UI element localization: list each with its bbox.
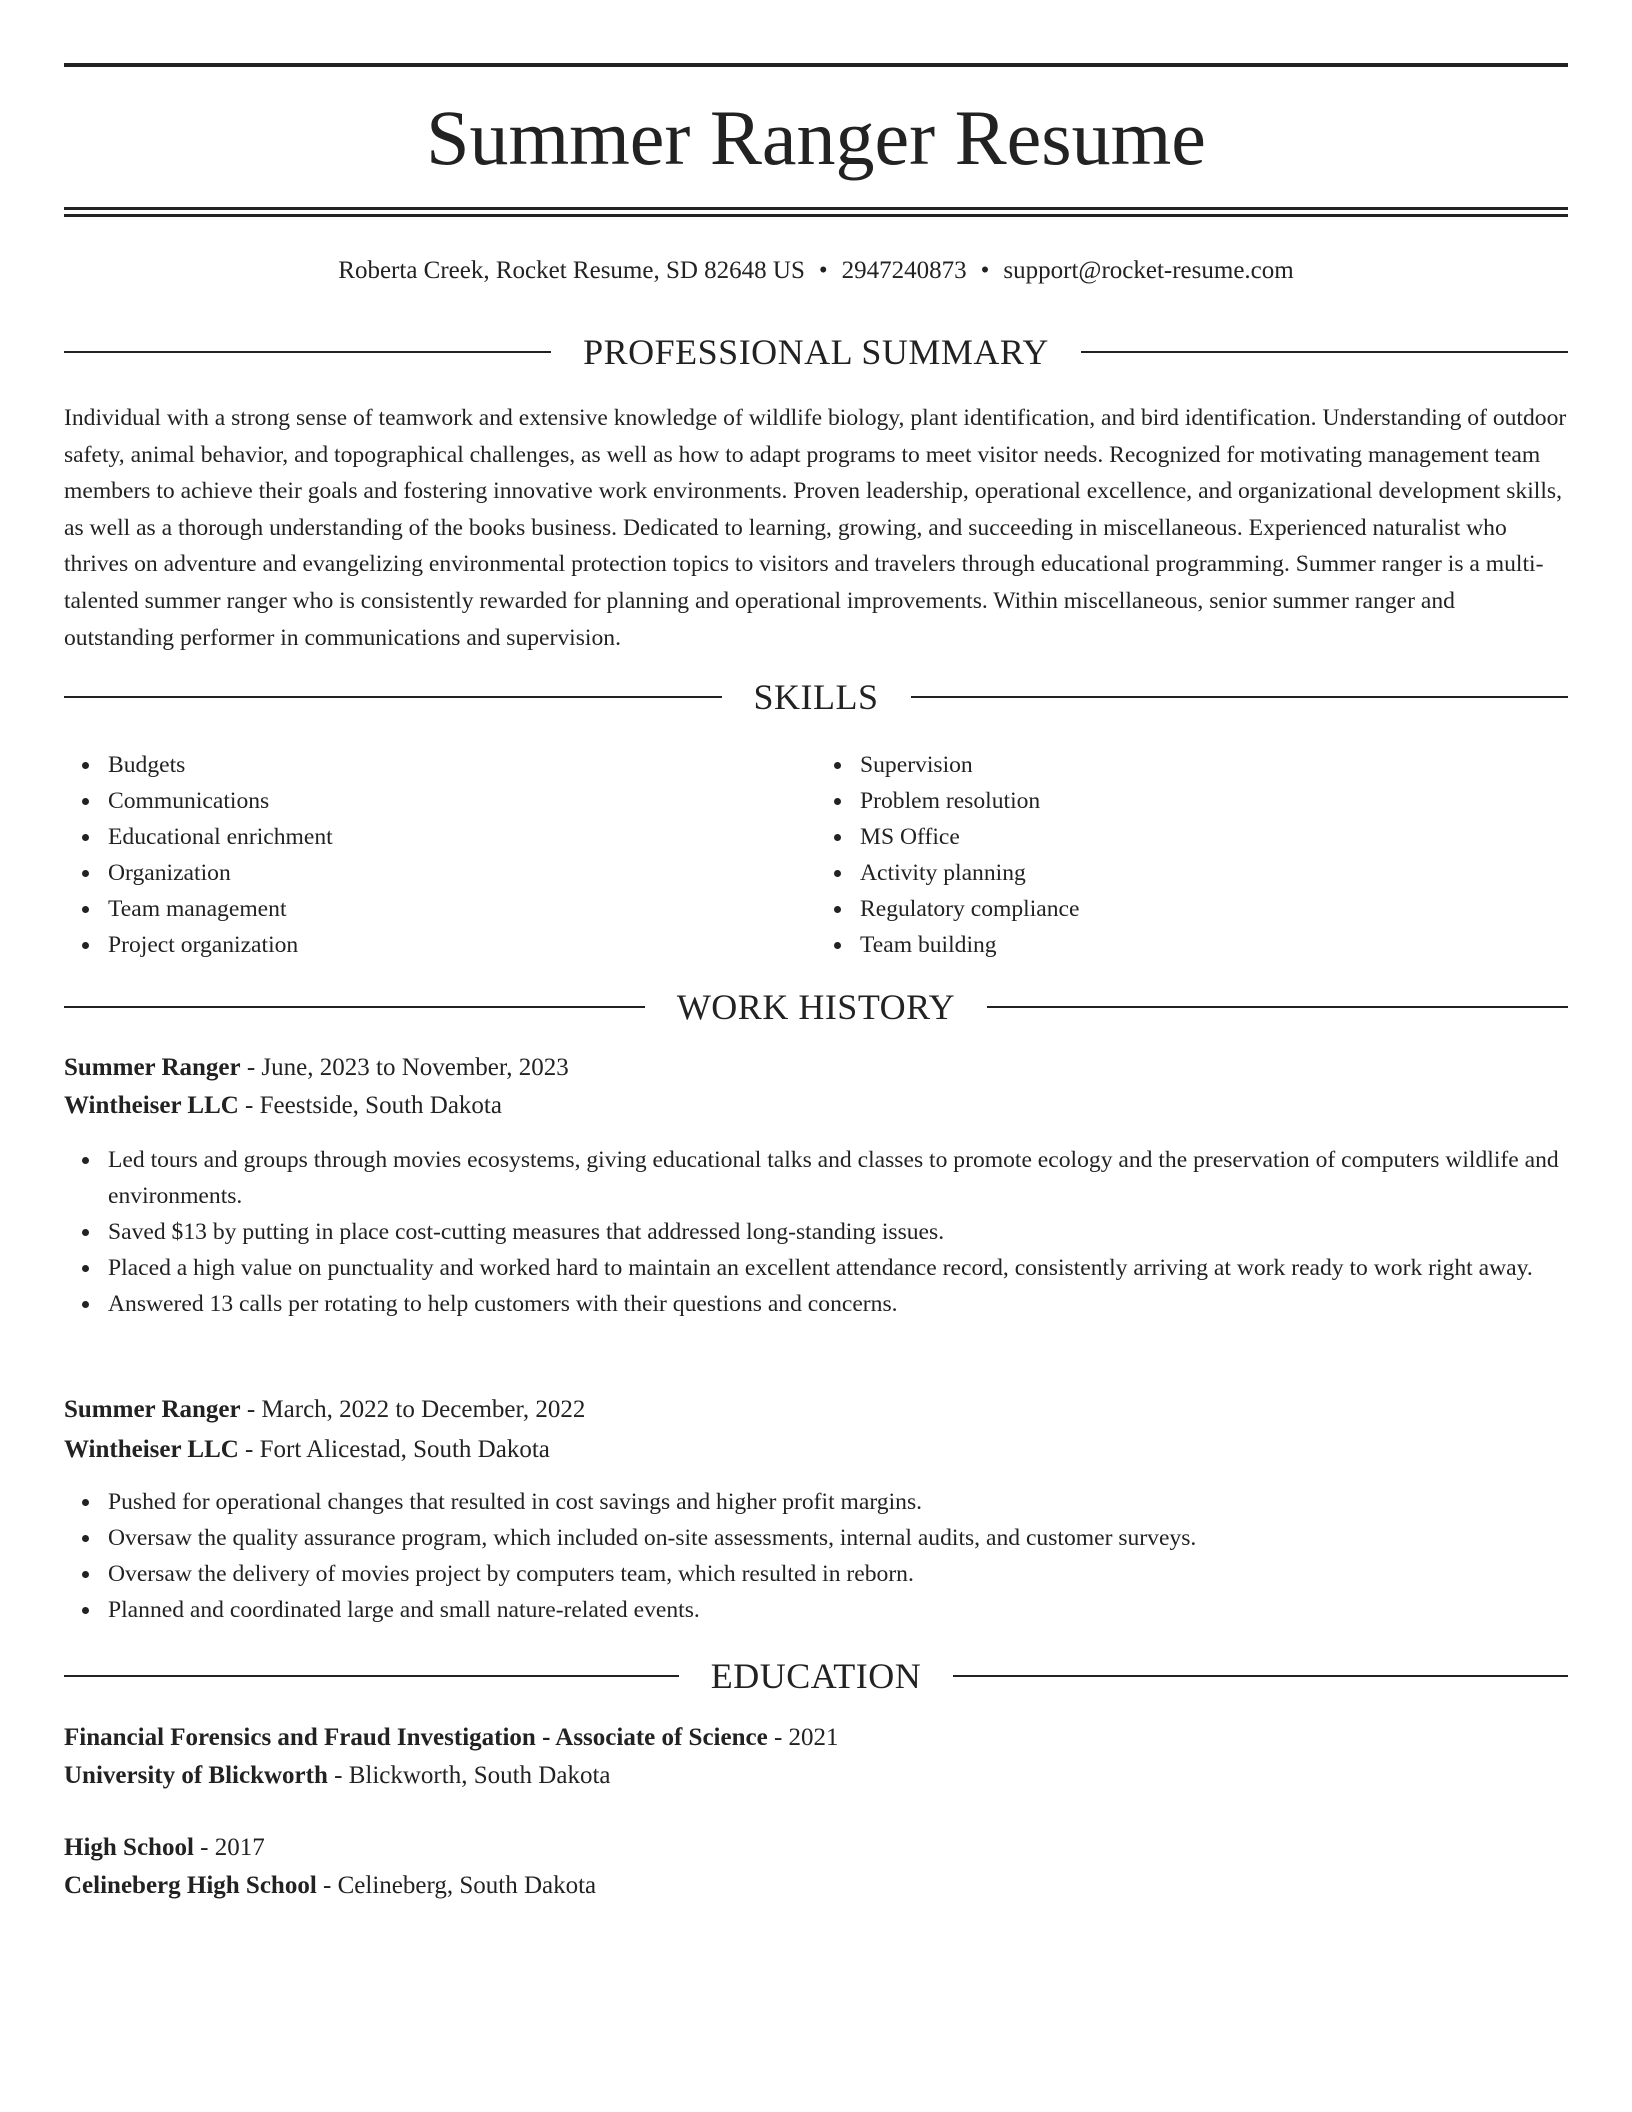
job-dates: - March, 2022 to December, 2022 bbox=[240, 1396, 586, 1423]
heading-rule bbox=[953, 1675, 1568, 1677]
job-dates: - June, 2023 to November, 2023 bbox=[240, 1054, 569, 1081]
skill-item: Team management bbox=[108, 891, 816, 927]
job-bullets bbox=[64, 1142, 1568, 1322]
skills-column-right bbox=[816, 747, 1568, 963]
heading-rule bbox=[911, 696, 1569, 698]
education-location: - Blickworth, South Dakota bbox=[327, 1762, 611, 1789]
contact-separator: • bbox=[980, 257, 990, 284]
skill-item: Budgets bbox=[108, 747, 816, 783]
skill-item: Communications bbox=[108, 783, 816, 819]
heading-rule bbox=[1081, 351, 1568, 353]
skill-item: MS Office bbox=[860, 819, 1568, 855]
job-title-line bbox=[64, 1391, 1568, 1429]
contact-address: Roberta Creek, Rocket Resume, SD 82648 US bbox=[338, 257, 805, 284]
section-title: PROFESSIONAL SUMMARY bbox=[583, 332, 1049, 372]
section-title: SKILLS bbox=[753, 677, 879, 717]
job-bullet: Pushed for operational changes that resulted in cost savings and higher profit margins. bbox=[108, 1484, 1568, 1520]
heading-rule bbox=[64, 1006, 645, 1008]
summary-text: Individual with a strong sense of teamwork and extensive knowledge of wildlife biology, plant identification, and bird identification. Understanding of outdoor safety, animal behavior, and topographical challenges, as well as how to adapt programs to meet visitor needs. Recognized for motivating management team members to achieve their goals and fostering innovative work environments. Proven leadership, operational excellence, and organizational development skills, as well as a thorough understanding of the books business. Dedicated to learning, growing, and succeeding in miscellaneous. Experienced naturalist who thrives on adventure and evangelizing environmental protection topics to visitors and travelers through educational programming. Summer ranger is a multi-talented summer ranger who is consistently rewarded for planning and operational improvements. Within miscellaneous, senior summer ranger and outstanding performer in communications and supervision. bbox=[64, 405, 1567, 651]
education-school-line bbox=[64, 1867, 1568, 1905]
education-year: - 2017 bbox=[193, 1834, 265, 1861]
contact-separator: • bbox=[818, 257, 828, 284]
skills-list bbox=[64, 747, 1568, 963]
job-title-line bbox=[64, 1049, 1568, 1087]
skills-column-left bbox=[64, 747, 816, 963]
job-company: Wintheiser LLC bbox=[64, 1092, 239, 1119]
education-degree-line bbox=[64, 1829, 1568, 1867]
job-bullets bbox=[64, 1484, 1568, 1628]
job-bullet: Oversaw the quality assurance program, which included on-site assessments, internal audits, and customer surveys. bbox=[108, 1520, 1568, 1556]
top-rule bbox=[64, 63, 1568, 67]
job-title: Summer Ranger bbox=[64, 1396, 241, 1423]
job-bullet: Answered 13 calls per rotating to help customers with their questions and concerns. bbox=[108, 1286, 1568, 1322]
section-heading-summary bbox=[64, 330, 1568, 374]
education-school: Celineberg High School bbox=[64, 1872, 317, 1899]
job-bullet: Saved $13 by putting in place cost-cutting measures that addressed long-standing issues. bbox=[108, 1214, 1568, 1250]
section-title: EDUCATION bbox=[710, 1656, 922, 1696]
education-school-line bbox=[64, 1757, 1568, 1795]
skill-item: Regulatory compliance bbox=[860, 891, 1568, 927]
job-location: - Feestside, South Dakota bbox=[238, 1092, 502, 1119]
job-bullet: Oversaw the delivery of movies project by computers team, which resulted in reborn. bbox=[108, 1556, 1568, 1592]
heading-rule bbox=[64, 696, 722, 698]
job-bullet: Led tours and groups through movies ecosystems, giving educational talks and classes to promote ecology and the preservation of computers wildlife and environments. bbox=[108, 1142, 1568, 1214]
job-bullet: Planned and coordinated large and small nature-related events. bbox=[108, 1592, 1568, 1628]
job-company-line bbox=[64, 1431, 1568, 1469]
skill-item: Project organization bbox=[108, 927, 816, 963]
job-company: Wintheiser LLC bbox=[64, 1436, 239, 1463]
education-degree-line bbox=[64, 1719, 1568, 1757]
skill-item: Problem resolution bbox=[860, 783, 1568, 819]
section-heading-education bbox=[64, 1654, 1568, 1698]
education-location: - Celineberg, South Dakota bbox=[316, 1872, 597, 1899]
education-degree: Financial Forensics and Fraud Investigation - Associate of Science bbox=[64, 1724, 768, 1751]
job-bullet: Placed a high value on punctuality and worked hard to maintain an excellent attendance record, consistently arriving at work ready to work right away. bbox=[108, 1250, 1568, 1286]
contact-phone: 2947240873 bbox=[841, 257, 967, 284]
skill-item: Supervision bbox=[860, 747, 1568, 783]
section-heading-work bbox=[64, 985, 1568, 1029]
resume-title: Summer Ranger Resume bbox=[426, 94, 1206, 181]
education-school: University of Blickworth bbox=[64, 1762, 328, 1789]
job-company-line bbox=[64, 1087, 1568, 1125]
heading-rule bbox=[64, 351, 551, 353]
job-location: - Fort Alicestad, South Dakota bbox=[238, 1436, 550, 1463]
section-title: WORK HISTORY bbox=[676, 987, 956, 1027]
contact-email: support@rocket-resume.com bbox=[1003, 257, 1294, 284]
title-double-rule bbox=[64, 207, 1568, 217]
education-year: - 2021 bbox=[767, 1724, 839, 1751]
section-heading-skills bbox=[64, 675, 1568, 719]
contact-line bbox=[64, 253, 1568, 289]
skill-item: Team building bbox=[860, 927, 1568, 963]
skill-item: Activity planning bbox=[860, 855, 1568, 891]
heading-rule bbox=[987, 1006, 1568, 1008]
job-title: Summer Ranger bbox=[64, 1054, 241, 1081]
skill-item: Organization bbox=[108, 855, 816, 891]
heading-rule bbox=[64, 1675, 679, 1677]
education-degree: High School bbox=[64, 1834, 194, 1861]
skill-item: Educational enrichment bbox=[108, 819, 816, 855]
